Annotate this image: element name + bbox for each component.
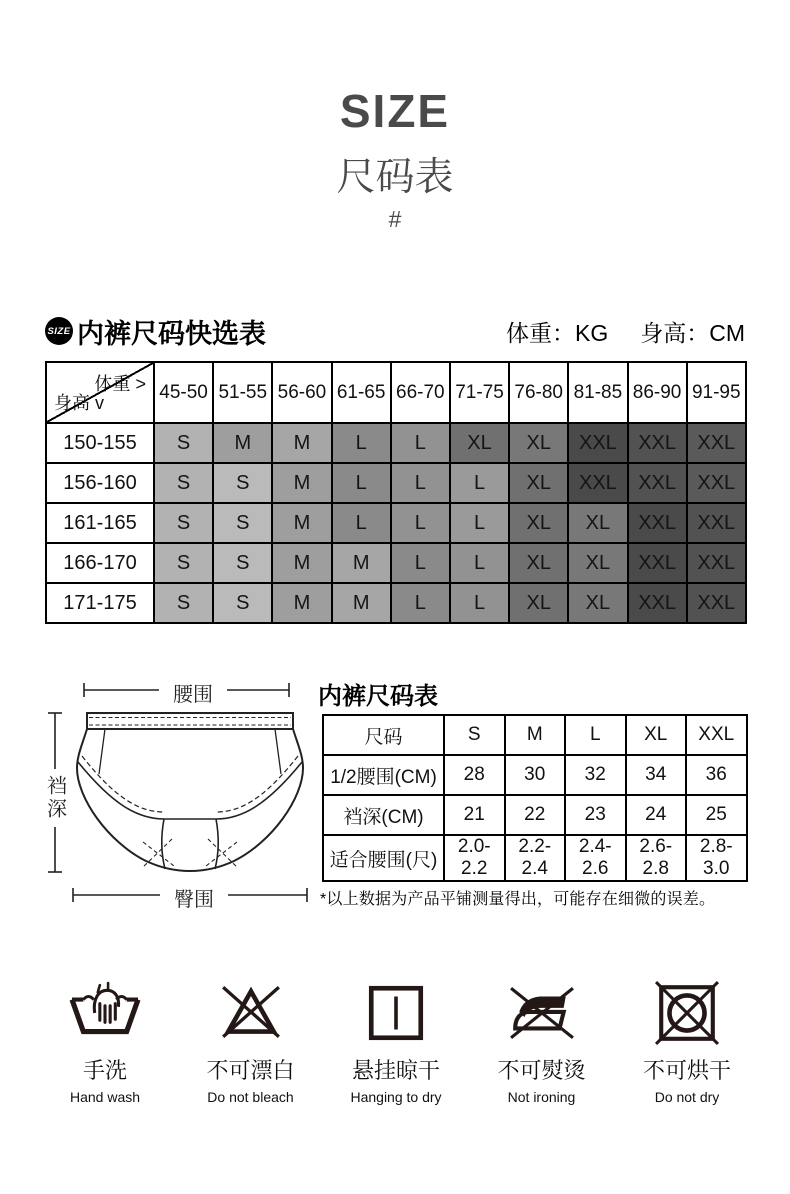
spec-cell: 25 — [686, 795, 747, 835]
size-cell: L — [332, 463, 391, 503]
care-label-zh: 不可漂白 — [206, 1058, 295, 1083]
weight-col-header: 51-55 — [213, 362, 272, 423]
size-cell: XL — [568, 583, 627, 623]
quick-table-header — [45, 314, 745, 348]
quick-table-row — [46, 463, 746, 503]
page-title: SIZE — [339, 85, 451, 137]
size-cell: M — [272, 423, 331, 463]
weight-col-header: 71-75 — [450, 362, 509, 423]
size-cell: XL — [509, 543, 568, 583]
weight-col-header: 56-60 — [272, 362, 331, 423]
spec-cell: 34 — [626, 755, 687, 795]
spec-cell: 23 — [565, 795, 626, 835]
spec-size-header: XL — [626, 715, 687, 755]
quick-table-header-left — [45, 312, 266, 351]
care-label-en: Do not bleach — [207, 1089, 294, 1105]
size-cell: XXL — [568, 463, 627, 503]
spec-row-label: 裆深(CM) — [323, 795, 444, 835]
size-cell: XL — [509, 503, 568, 543]
weight-col-header: 76-80 — [509, 362, 568, 423]
size-cell: L — [450, 503, 509, 543]
care-instructions — [35, 978, 757, 1105]
weight-col-header: 86-90 — [628, 362, 687, 423]
care-item-do-not-bleach — [181, 978, 321, 1105]
care-label-en: Hanging to dry — [350, 1089, 442, 1105]
care-item-hang-dry — [326, 978, 466, 1105]
size-cell: S — [154, 463, 213, 503]
size-cell: XXL — [628, 543, 687, 583]
size-cell: XL — [509, 463, 568, 503]
height-row-header: 156-160 — [46, 463, 154, 503]
spec-cell: 22 — [505, 795, 566, 835]
spec-size-header: S — [444, 715, 505, 755]
size-cell: L — [391, 423, 450, 463]
corner-height-label: 身高 v — [54, 393, 105, 413]
size-cell: XXL — [687, 503, 746, 543]
size-cell: L — [450, 463, 509, 503]
size-cell: S — [154, 543, 213, 583]
spec-cell: 2.2-2.4 — [505, 835, 566, 881]
size-cell: XL — [568, 503, 627, 543]
size-cell: XL — [568, 543, 627, 583]
title-block — [0, 84, 790, 233]
diagonal-header-cell — [46, 362, 154, 423]
size-cell: S — [213, 503, 272, 543]
size-cell: L — [450, 583, 509, 623]
height-row-header: 166-170 — [46, 543, 154, 583]
size-cell: XXL — [687, 543, 746, 583]
do-not-tumble-dry-icon — [647, 978, 727, 1048]
size-table-heading: 内裤尺码表 — [318, 683, 438, 710]
care-item-do-not-iron — [472, 978, 612, 1105]
height-row-header: 171-175 — [46, 583, 154, 623]
spec-cell: 2.6-2.8 — [626, 835, 687, 881]
page-subtitle: 尺码表 — [336, 156, 454, 199]
size-cell: S — [154, 583, 213, 623]
spec-cell: 2.0-2.2 — [444, 835, 505, 881]
spec-corner-header: 尺码 — [323, 715, 444, 755]
size-cell: L — [332, 423, 391, 463]
size-cell: XXL — [687, 463, 746, 503]
care-item-hand-wash — [35, 978, 175, 1105]
size-cell: L — [391, 543, 450, 583]
quick-table-row — [46, 583, 746, 623]
care-label-en: Hand wash — [69, 1089, 141, 1105]
spec-table-row — [323, 795, 747, 835]
weight-col-header: 81-85 — [568, 362, 627, 423]
size-spec-table-wrap — [322, 714, 748, 882]
size-cell: S — [154, 423, 213, 463]
size-cell: XXL — [568, 423, 627, 463]
quick-table-row — [46, 503, 746, 543]
spec-cell: 24 — [626, 795, 687, 835]
care-label-zh: 手洗 — [82, 1058, 127, 1083]
height-row-header: 161-165 — [46, 503, 154, 543]
weight-col-header: 66-70 — [391, 362, 450, 423]
spec-cell: 2.4-2.6 — [565, 835, 626, 881]
size-cell: M — [272, 543, 331, 583]
height-row-header: 150-155 — [46, 423, 154, 463]
size-badge-icon: SIZE — [45, 317, 73, 345]
care-item-do-not-tumble-dry — [617, 978, 757, 1105]
size-cell: XXL — [628, 583, 687, 623]
weight-col-header: 45-50 — [154, 362, 213, 423]
quick-table-heading: 内裤尺码快选表 — [77, 318, 266, 349]
unit-labels — [506, 315, 745, 348]
size-cell: XL — [450, 423, 509, 463]
spec-size-header: L — [565, 715, 626, 755]
quick-table-row — [46, 423, 746, 463]
crotch-depth-label: 裆深 — [41, 771, 69, 825]
care-label-zh: 不可熨烫 — [497, 1058, 586, 1083]
care-label-en: Not ironing — [507, 1089, 576, 1105]
size-cell: XXL — [687, 423, 746, 463]
size-cell: S — [213, 583, 272, 623]
size-cell: M — [332, 583, 391, 623]
size-cell: M — [272, 583, 331, 623]
weight-col-header: 61-65 — [332, 362, 391, 423]
size-cell: M — [332, 543, 391, 583]
spec-row-label: 1/2腰围(CM) — [323, 755, 444, 795]
size-cell: L — [391, 583, 450, 623]
unit-height-label: 身高：CM — [640, 319, 745, 346]
hang-dry-icon — [356, 978, 436, 1048]
spec-row-label: 适合腰围(尺) — [323, 835, 444, 881]
spec-cell: 2.8-3.0 — [686, 835, 747, 881]
hand-wash-icon — [65, 978, 145, 1048]
spec-size-header: XXL — [686, 715, 747, 755]
spec-size-header: M — [505, 715, 566, 755]
spec-cell: 21 — [444, 795, 505, 835]
spec-cell: 28 — [444, 755, 505, 795]
size-spec-table — [322, 714, 748, 882]
unit-weight-label: 体重：KG — [505, 319, 609, 346]
size-cell: XXL — [628, 463, 687, 503]
size-cell: XXL — [628, 423, 687, 463]
size-cell: M — [213, 423, 272, 463]
measurement-note: *以上数据为产品平铺测量得出，可能存在细微的误差。 — [320, 891, 716, 908]
spec-cell: 32 — [565, 755, 626, 795]
size-cell: XL — [509, 583, 568, 623]
size-cell: L — [391, 463, 450, 503]
do-not-bleach-icon — [211, 978, 291, 1048]
size-cell: XXL — [628, 503, 687, 543]
size-cell: M — [272, 503, 331, 543]
underwear-diagram — [33, 670, 315, 915]
spec-table-row — [323, 835, 747, 881]
do-not-iron-icon — [502, 978, 582, 1048]
size-cell: XL — [509, 423, 568, 463]
quick-size-table-wrap — [45, 361, 747, 624]
quick-table-row — [46, 543, 746, 583]
size-cell: XXL — [687, 583, 746, 623]
size-cell: L — [450, 543, 509, 583]
waist-label: 腰围 — [161, 678, 225, 707]
size-cell: L — [332, 503, 391, 543]
care-label-en: Do not dry — [654, 1089, 720, 1105]
care-label-zh: 悬挂晾干 — [351, 1058, 440, 1083]
spec-table-row — [323, 755, 747, 795]
hash-mark: # — [388, 206, 402, 232]
quick-size-table — [45, 361, 747, 624]
size-cell: L — [391, 503, 450, 543]
size-cell: S — [213, 463, 272, 503]
size-cell: S — [154, 503, 213, 543]
spec-cell: 30 — [505, 755, 566, 795]
corner-weight-label: 体重 > — [94, 374, 146, 394]
spec-cell: 36 — [686, 755, 747, 795]
hip-label: 臀围 — [162, 883, 226, 912]
weight-col-header: 91-95 — [687, 362, 746, 423]
care-label-zh: 不可烘干 — [642, 1058, 731, 1083]
size-cell: S — [213, 543, 272, 583]
size-cell: M — [272, 463, 331, 503]
